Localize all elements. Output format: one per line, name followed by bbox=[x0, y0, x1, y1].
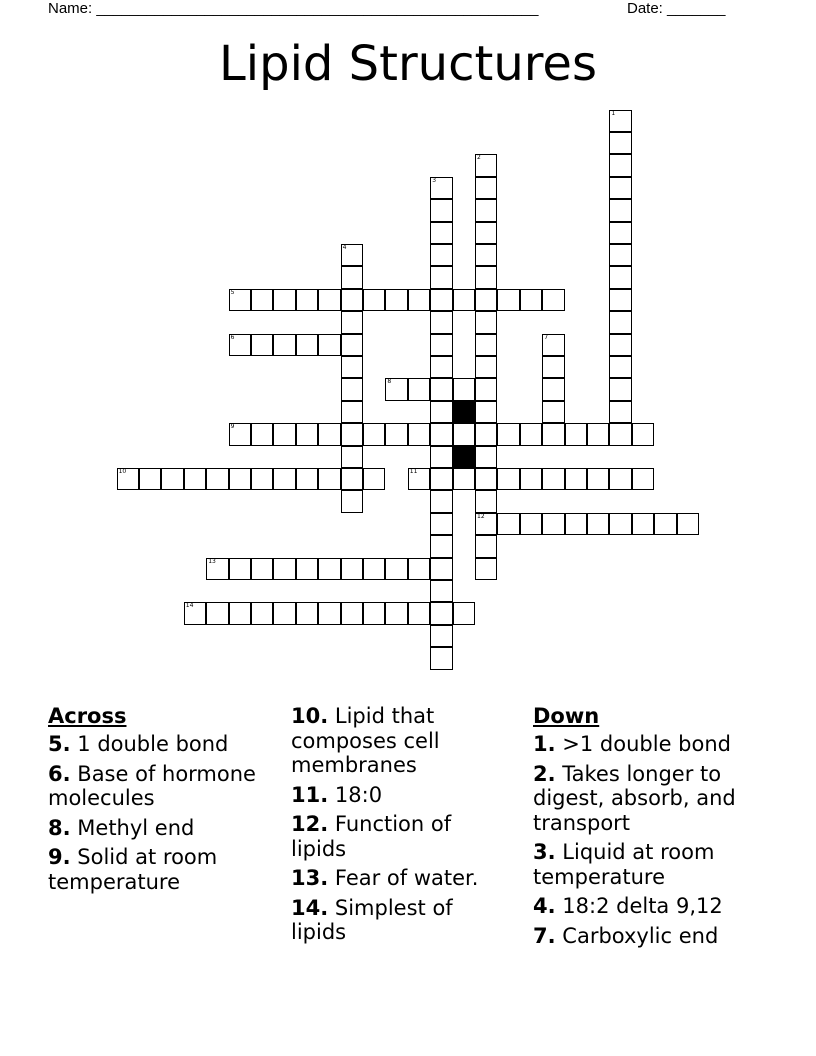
grid-cell[interactable] bbox=[475, 154, 497, 176]
grid-cell[interactable] bbox=[408, 558, 430, 580]
clue-down-4: 4. 18:2 delta 9,12 bbox=[533, 894, 723, 918]
grid-cell[interactable] bbox=[363, 558, 385, 580]
grid-cell[interactable] bbox=[453, 602, 475, 624]
grid-cell[interactable] bbox=[542, 289, 564, 311]
page-title: Lipid Structures bbox=[219, 36, 597, 92]
grid-cell[interactable] bbox=[341, 468, 363, 490]
grid-cell[interactable] bbox=[609, 401, 631, 423]
grid-cell[interactable] bbox=[542, 513, 564, 535]
grid-cell[interactable] bbox=[318, 289, 340, 311]
grid-cell[interactable] bbox=[229, 289, 251, 311]
grid-cell[interactable] bbox=[497, 289, 519, 311]
grid-cell[interactable] bbox=[408, 423, 430, 445]
grid-cell[interactable] bbox=[341, 602, 363, 624]
grid-cell[interactable] bbox=[430, 423, 452, 445]
grid-cell[interactable] bbox=[609, 289, 631, 311]
grid-cell[interactable] bbox=[609, 423, 631, 445]
clue-across-12: 12. Function of lipids bbox=[291, 812, 452, 861]
grid-cell[interactable] bbox=[453, 423, 475, 445]
grid-cell[interactable] bbox=[632, 468, 654, 490]
grid-cell[interactable] bbox=[453, 289, 475, 311]
grid-cell[interactable] bbox=[341, 266, 363, 288]
grid-cell[interactable] bbox=[475, 244, 497, 266]
grid-cell[interactable] bbox=[430, 490, 452, 512]
grid-cell[interactable] bbox=[341, 378, 363, 400]
grid-cell[interactable] bbox=[430, 446, 452, 468]
grid-cell[interactable] bbox=[430, 177, 452, 199]
cell-number: 1 bbox=[611, 109, 616, 117]
clue-across-11: 11. 18:0 bbox=[291, 782, 383, 807]
grid-cell[interactable] bbox=[520, 289, 542, 311]
grid-cell[interactable] bbox=[273, 468, 295, 490]
grid-cell[interactable] bbox=[341, 244, 363, 266]
grid-cell[interactable] bbox=[273, 602, 295, 624]
grid-cell[interactable] bbox=[341, 401, 363, 423]
grid-cell[interactable] bbox=[475, 446, 497, 468]
grid-cell[interactable] bbox=[430, 244, 452, 266]
grid-cell[interactable] bbox=[609, 244, 631, 266]
grid-cell[interactable] bbox=[654, 513, 676, 535]
cell-number: 7 bbox=[544, 333, 549, 341]
grid-cell[interactable] bbox=[609, 199, 631, 221]
grid-cell[interactable] bbox=[408, 468, 430, 490]
grid-cell[interactable] bbox=[341, 311, 363, 333]
grid-cell[interactable] bbox=[430, 266, 452, 288]
grid-cell[interactable] bbox=[475, 558, 497, 580]
grid-cell[interactable] bbox=[475, 401, 497, 423]
grid-cell[interactable] bbox=[251, 602, 273, 624]
grid-cell[interactable] bbox=[341, 356, 363, 378]
grid-cell[interactable] bbox=[475, 266, 497, 288]
grid-cell[interactable] bbox=[184, 468, 206, 490]
grid-cell[interactable] bbox=[341, 423, 363, 445]
grid-cell[interactable] bbox=[341, 334, 363, 356]
grid-cell[interactable] bbox=[363, 602, 385, 624]
clue-down-1: 1. >1 double bond bbox=[533, 732, 731, 756]
grid-cell[interactable] bbox=[475, 334, 497, 356]
across-clues-column-1 bbox=[48, 704, 286, 899]
grid-cell[interactable] bbox=[609, 356, 631, 378]
grid-cell[interactable] bbox=[475, 535, 497, 557]
grid-cell[interactable] bbox=[363, 468, 385, 490]
grid-cell[interactable] bbox=[632, 513, 654, 535]
across-clues-column-2 bbox=[291, 704, 509, 950]
grid-cell[interactable] bbox=[229, 334, 251, 356]
grid-cell[interactable] bbox=[296, 423, 318, 445]
grid-cell[interactable] bbox=[497, 513, 519, 535]
grid-cell[interactable] bbox=[341, 446, 363, 468]
grid-cell[interactable] bbox=[520, 423, 542, 445]
grid-cell[interactable] bbox=[430, 289, 452, 311]
grid-cell[interactable] bbox=[565, 423, 587, 445]
grid-cell[interactable] bbox=[251, 334, 273, 356]
blocked-cell bbox=[453, 401, 475, 423]
grid-cell[interactable] bbox=[408, 289, 430, 311]
grid-cell[interactable] bbox=[453, 378, 475, 400]
grid-cell[interactable] bbox=[542, 468, 564, 490]
grid-cell[interactable] bbox=[565, 513, 587, 535]
cell-number: 8 bbox=[387, 378, 392, 386]
grid-cell[interactable] bbox=[296, 289, 318, 311]
grid-cell[interactable] bbox=[430, 222, 452, 244]
grid-cell[interactable] bbox=[273, 558, 295, 580]
cell-number: 11 bbox=[409, 468, 418, 475]
grid-cell[interactable] bbox=[430, 558, 452, 580]
grid-cell[interactable] bbox=[296, 334, 318, 356]
grid-cell[interactable] bbox=[251, 558, 273, 580]
grid-cell[interactable] bbox=[609, 154, 631, 176]
grid-cell[interactable] bbox=[229, 602, 251, 624]
grid-cell[interactable] bbox=[430, 513, 452, 535]
grid-cell[interactable] bbox=[475, 177, 497, 199]
blocked-cell bbox=[453, 446, 475, 468]
grid-cell[interactable] bbox=[565, 468, 587, 490]
down-clues-column bbox=[533, 704, 769, 953]
clue-down-3: 3. Liquid at room temperature bbox=[533, 840, 715, 889]
grid-cell[interactable] bbox=[609, 222, 631, 244]
grid-cell[interactable] bbox=[609, 132, 631, 154]
grid-cell[interactable] bbox=[475, 199, 497, 221]
cell-number: 4 bbox=[342, 244, 347, 251]
grid-cell[interactable] bbox=[453, 468, 475, 490]
grid-cell[interactable] bbox=[542, 401, 564, 423]
grid-cell[interactable] bbox=[475, 423, 497, 445]
grid-cell[interactable] bbox=[161, 468, 183, 490]
grid-cell[interactable] bbox=[430, 647, 452, 669]
grid-cell[interactable] bbox=[273, 289, 295, 311]
grid-cell[interactable] bbox=[430, 378, 452, 400]
grid-cell[interactable] bbox=[475, 468, 497, 490]
grid-cell[interactable] bbox=[229, 423, 251, 445]
grid-cell[interactable] bbox=[609, 334, 631, 356]
name-field: Name: _____________________________________________________ bbox=[48, 0, 539, 17]
grid-cell[interactable] bbox=[385, 602, 407, 624]
grid-cell[interactable] bbox=[273, 423, 295, 445]
grid-cell[interactable] bbox=[475, 378, 497, 400]
grid-cell[interactable] bbox=[497, 468, 519, 490]
grid-cell[interactable] bbox=[609, 311, 631, 333]
cell-number: 14 bbox=[185, 602, 194, 610]
grid-cell[interactable] bbox=[587, 423, 609, 445]
grid-cell[interactable] bbox=[609, 110, 631, 132]
grid-cell[interactable] bbox=[363, 423, 385, 445]
grid-cell[interactable] bbox=[206, 558, 228, 580]
grid-cell[interactable] bbox=[229, 558, 251, 580]
grid-cell[interactable] bbox=[430, 580, 452, 602]
grid-cell[interactable] bbox=[206, 602, 228, 624]
grid-cell[interactable] bbox=[229, 468, 251, 490]
grid-cell[interactable] bbox=[609, 266, 631, 288]
grid-cell[interactable] bbox=[542, 356, 564, 378]
grid-cell[interactable] bbox=[385, 558, 407, 580]
grid-cell[interactable] bbox=[542, 334, 564, 356]
grid-cell[interactable] bbox=[296, 468, 318, 490]
grid-cell[interactable] bbox=[385, 378, 407, 400]
grid-cell[interactable] bbox=[341, 490, 363, 512]
clue-down-2: 2. Takes longer to digest, absorb, and transport bbox=[533, 761, 736, 835]
clue-across-10: 10. Lipid that composes cell membranes bbox=[291, 704, 440, 777]
grid-cell[interactable] bbox=[430, 311, 452, 333]
grid-cell[interactable] bbox=[430, 625, 452, 647]
grid-cell[interactable] bbox=[318, 423, 340, 445]
cell-number: 9 bbox=[230, 423, 235, 431]
grid-cell[interactable] bbox=[296, 602, 318, 624]
grid-cell[interactable] bbox=[318, 558, 340, 580]
clue-across-8: 8. Methyl end bbox=[48, 815, 195, 840]
grid-cell[interactable] bbox=[296, 558, 318, 580]
grid-cell[interactable] bbox=[609, 513, 631, 535]
cell-number: 3 bbox=[432, 176, 437, 184]
cell-number: 10 bbox=[118, 468, 127, 475]
grid-cell[interactable] bbox=[430, 356, 452, 378]
grid-cell[interactable] bbox=[430, 401, 452, 423]
grid-cell[interactable] bbox=[497, 423, 519, 445]
grid-cell[interactable] bbox=[430, 535, 452, 557]
grid-cell[interactable] bbox=[475, 311, 497, 333]
grid-cell[interactable] bbox=[587, 468, 609, 490]
grid-cell[interactable] bbox=[318, 602, 340, 624]
grid-cell[interactable] bbox=[251, 423, 273, 445]
grid-cell[interactable] bbox=[430, 468, 452, 490]
grid-cell[interactable] bbox=[520, 468, 542, 490]
grid-cell[interactable] bbox=[184, 602, 206, 624]
grid-cell[interactable] bbox=[430, 602, 452, 624]
grid-cell[interactable] bbox=[273, 334, 295, 356]
grid-cell[interactable] bbox=[430, 334, 452, 356]
date-field: Date: _______ bbox=[627, 0, 726, 17]
grid-cell[interactable] bbox=[341, 558, 363, 580]
grid-cell[interactable] bbox=[408, 602, 430, 624]
grid-cell[interactable] bbox=[632, 423, 654, 445]
grid-cell[interactable] bbox=[318, 468, 340, 490]
grid-cell[interactable] bbox=[609, 378, 631, 400]
cell-number: 5 bbox=[230, 288, 235, 296]
grid-cell[interactable] bbox=[587, 513, 609, 535]
cell-number: 12 bbox=[477, 512, 485, 520]
grid-cell[interactable] bbox=[475, 490, 497, 512]
grid-cell[interactable] bbox=[677, 513, 699, 535]
grid-cell[interactable] bbox=[542, 423, 564, 445]
grid-cell[interactable] bbox=[318, 334, 340, 356]
clue-across-9: 9. Solid at room temperature bbox=[48, 845, 218, 894]
cell-number: 2 bbox=[477, 154, 481, 162]
clue-across-6: 6. Base of hormone molecules bbox=[48, 761, 256, 810]
grid-cell[interactable] bbox=[363, 289, 385, 311]
clue-across-5: 5. 1 double bond bbox=[48, 732, 229, 756]
grid-cell[interactable] bbox=[475, 513, 497, 535]
grid-cell[interactable] bbox=[475, 356, 497, 378]
down-heading: Down bbox=[533, 704, 600, 728]
grid-cell[interactable] bbox=[206, 468, 228, 490]
clue-down-7: 7. Carboxylic end bbox=[533, 923, 719, 948]
grid-cell[interactable] bbox=[430, 199, 452, 221]
cell-number: 6 bbox=[230, 333, 235, 341]
grid-cell[interactable] bbox=[408, 378, 430, 400]
grid-cell[interactable] bbox=[117, 468, 139, 490]
grid-cell[interactable] bbox=[475, 289, 497, 311]
grid-cell[interactable] bbox=[385, 289, 407, 311]
grid-cell[interactable] bbox=[251, 468, 273, 490]
cell-number: 13 bbox=[208, 557, 216, 565]
grid-cell[interactable] bbox=[475, 222, 497, 244]
grid-cell[interactable] bbox=[385, 423, 407, 445]
grid-cell[interactable] bbox=[139, 468, 161, 490]
grid-cell[interactable] bbox=[542, 378, 564, 400]
grid-cell[interactable] bbox=[251, 289, 273, 311]
clue-across-13: 13. Fear of water. bbox=[291, 866, 479, 890]
grid-cell[interactable] bbox=[609, 177, 631, 199]
grid-cell[interactable] bbox=[520, 513, 542, 535]
clue-across-14: 14. Simplest of lipids bbox=[291, 895, 453, 944]
across-heading: Across bbox=[48, 704, 127, 728]
grid-cell[interactable] bbox=[341, 289, 363, 311]
grid-cell[interactable] bbox=[609, 468, 631, 490]
